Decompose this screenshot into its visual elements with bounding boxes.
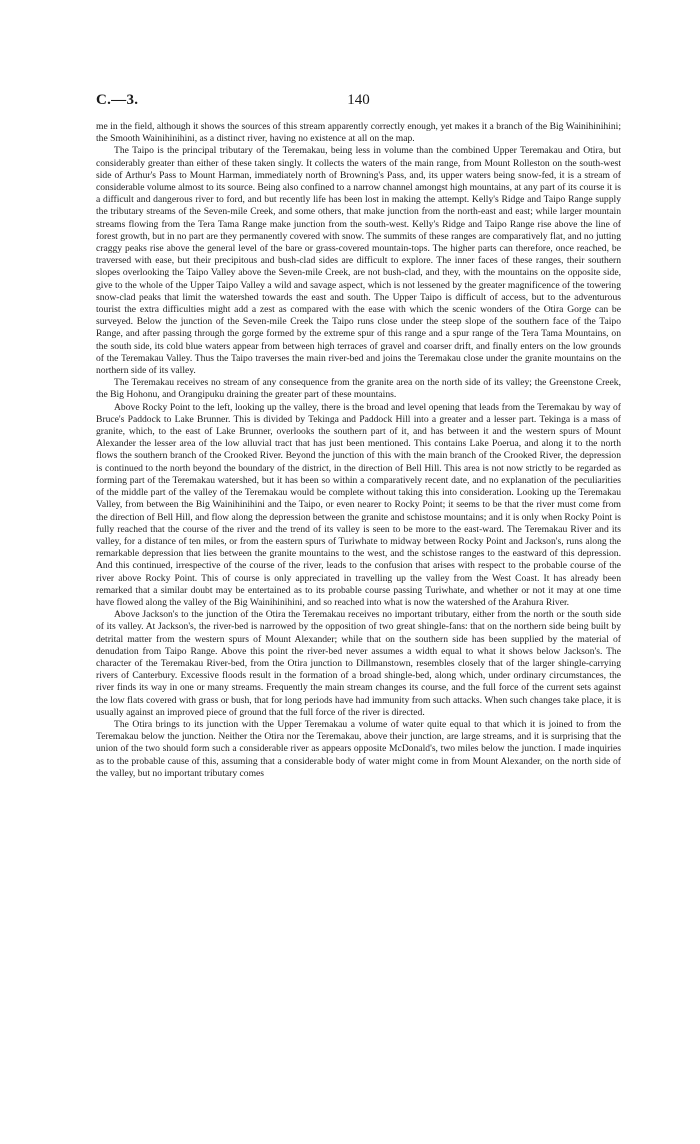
paragraph: Above Rocky Point to the left, looking up the valley, there is the broad and level opening that leads from the Teremakau by way of Bruce's Paddock to Lake Brunner. This is divided by Tekinga and Paddock Hill into a greater and a lesser part. Tekinga is a mass of granite, which, to the east of Lake Brunner, overlooks the southern part of it, and has between it and the western spurs of Mount Alexander the lesser area of the low alluvial tract that has just been mentioned. This contains Lake Poerua, and along it to the north flows the southern branch of the Crooked River. Beyond the junction of this with the main branch of the Crooked River, the depression is continued to the north beyond the boundary of the district, in the direction of Bell Hill. This area is not now strictly to be regarded as forming part of the Teremakau watershed, but it has been so within a comparatively recent date, and no explanation of the peculiarities of the middle part of the valley of the Teremakau would be complete without taking this into consideration. Looking up the Teremakau Valley, from between the Big Wainihinihini and the Taipo, or even nearer to Rocky Point; it seems to be that the river must come from the direction of Bell Hill, and flow along the depression between the granite and schistose mountains; and it is only when Rocky Point is fully reached that the course of the river and the trend of its valley is seen to be more to the east-ward. The Teremakau River and its valley, for a distance of ten miles, or from the eastern spurs of Turiwhate to midway between Rocky Point and Jackson's, runs along the remarkable depression that lies between the granite mountains to the west, and the schistose ranges to the eastward of this depression. And this continued, irrespective of the course of the river, leads to the confusion that arises with respect to the probable course of the river above Rocky Point. This of course is only appreciated in travelling up the valley from the West Coast. It has already been remarked that a similar doubt may be entertained as to its probable course passing Turiwhate, and whether or not it may at one time have flowed along the valley of the Big Wainihinihini, and so reached into what is now the watershed of the Arahura River. (96, 401, 621, 608)
document-code: C.—3. (96, 92, 139, 108)
page-header (96, 92, 621, 112)
paragraph: me in the field, although it shows the sources of this stream apparently correctly enough, yet makes it a branch of the Big Wainihinihini; the Smooth Wainihinihini, as a distinct river, having no existence at all on the map. (96, 121, 621, 145)
paragraph: The Otira brings to its junction with the Upper Teremakau a volume of water quite equal to that which it is joined to from the Teremakau below the junction. Neither the Otira nor the Teremakau, above their junction, are large streams, and it is surprising that the union of the two should form such a considerable river as appears opposite McDonald's, two miles below the junction. I made inquiries as to the probable cause of this, assuming that a considerable body of water might come in from Mount Alexander, on the north side of the valley, but no important tributary comes (96, 718, 621, 779)
paragraph: Above Jackson's to the junction of the Otira the Teremakau receives no important tributary, either from the north or the south side of its valley. At Jackson's, the river-bed is narrowed by the opposition of two great shingle-fans: that on the northern side being built by detrital matter from the western spurs of Mount Alexander; while that on the southern side has been supplied by the material of denudation from Taipo Range. Above this point the river-bed never assumes a width equal to what it shows below Jackson's. The character of the Teremakau River-bed, from the Otira junction to Dillmanstown, resembles closely that of the larger shingle-carrying rivers of Canterbury. Excessive floods result in the formation of a broad shingle-bed, along which, under ordinary circumstances, the river finds its way in one or many streams. Frequently the main stream changes its course, and the full force of the current sets against the low flats covered with grass or bush, that for long periods have had immunity from such attacks. When such changes take place, it is usually against an improved piece of ground that the full force of the river is directed. (96, 609, 621, 718)
page-number: 140 (347, 92, 370, 108)
paragraph: The Taipo is the principal tributary of the Teremakau, being less in volume than the combined Upper Teremakau and Otira, but considerably greater than either of these taken singly. It collects the waters of the main range, from Mount Rolleston on the south-west side of Arthur's Pass to Mount Harman, immediately north of Browning's Pass, and, its upper waters being snow-fed, it is a stream of considerable volume almost to its source. Being also confined to a narrow channel amongst high mountains, at any part of its course it is a difficult and dangerous river to ford, and but recently life has been lost in making the attempt. Kelly's Ridge and Taipo Range supply the tributary streams of the Seven-mile Creek, and some others, that make junction from the north-east and east; while larger mountain streams flowing from the Tera Tama Range make junction from the south-west. Kelly's Ridge and Taipo Range rise above the line of forest growth, but in no part are they permanently covered with snow. The summits of these ranges are comparatively flat, and no jutting craggy peaks rise above the general level of the bare or grass-covered mountain-tops. The higher parts can therefore, once reached, be traversed with ease, but their precipitous and bush-clad sides are difficult to explore. The inner faces of these ranges, their southern slopes overlooking the Taipo Valley above the Seven-mile Creek, are not bush-clad, and they, with the mountains on the opposite side, give to the whole of the Upper Taipo Valley a wild and savage aspect, which is not lessened by the greater magnificence of the towering snow-clad peaks that limit the watershed towards the east and south. The Upper Taipo is difficult of access, but to the adventurous tourist the extra difficulties might add a zest as compared with the ease with which the scenic wonders of the Otira Gorge can be surveyed. Below the junction of the Seven-mile Creek the Taipo runs close under the steep slope of the southern face of the Taipo Range, and after passing through the gorge formed by the extreme spur of this range and a spur range of the Tera Tama Mountains, on the south side, its cold blue waters appear from between high terraces of gravel and coarser drift, and finally enters on the low grounds of the Teremakau Valley. Thus the Taipo traverses the main river-bed and joins the Teremakau close under the granite mountains on the northern side of its valley. (96, 145, 621, 377)
paragraph: The Teremakau receives no stream of any consequence from the granite area on the north side of its valley; the Greenstone Creek, the Big Hohonu, and Orangipuku draining the greater part of these mountains. (96, 377, 621, 401)
body-text (96, 121, 621, 780)
